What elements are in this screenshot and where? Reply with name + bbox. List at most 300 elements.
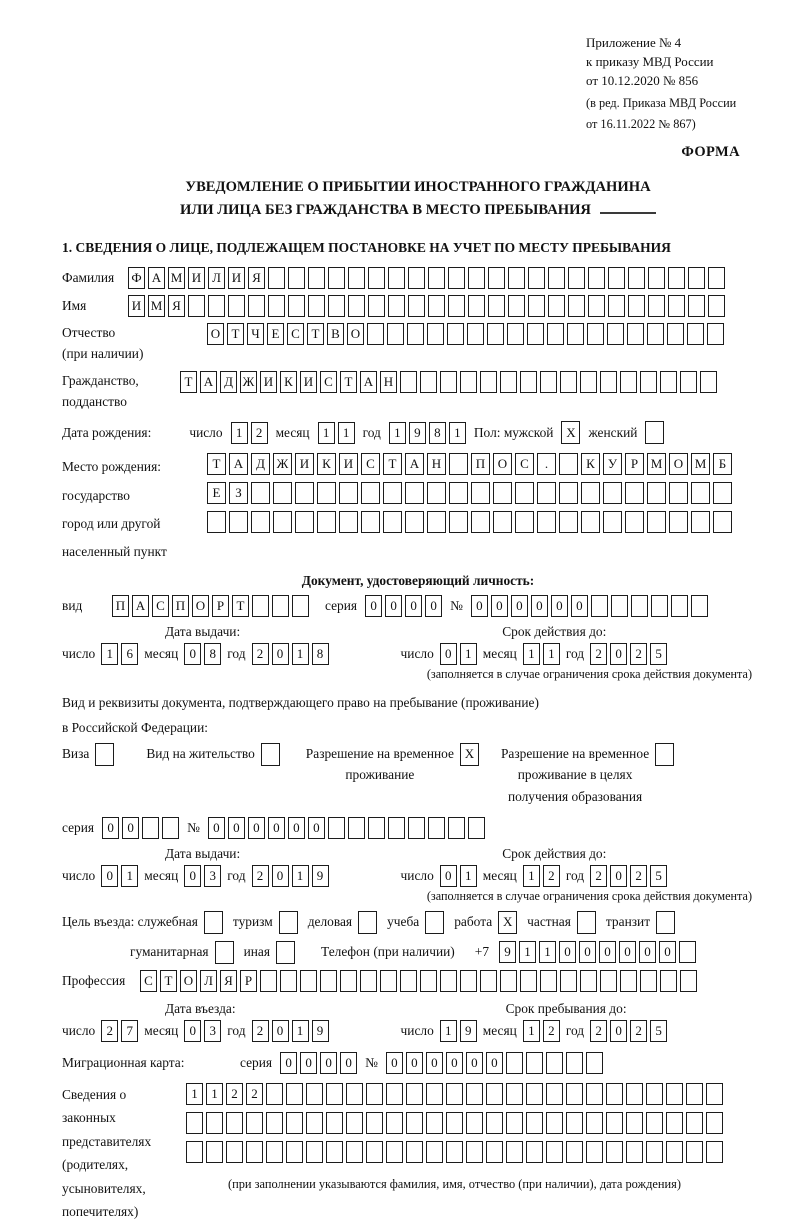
char-cell[interactable]: Я bbox=[168, 295, 185, 317]
char-cell[interactable]: 0 bbox=[610, 865, 627, 887]
char-cell[interactable] bbox=[306, 1141, 323, 1163]
char-cell[interactable] bbox=[607, 323, 624, 345]
char-cell[interactable] bbox=[95, 743, 114, 766]
char-cell[interactable] bbox=[426, 1112, 443, 1134]
char-cell[interactable]: 0 bbox=[280, 1052, 297, 1074]
char-cell[interactable]: 2 bbox=[252, 865, 269, 887]
char-cell[interactable]: С bbox=[140, 970, 157, 992]
char-cell[interactable] bbox=[261, 743, 280, 766]
char-cell[interactable]: 0 bbox=[610, 643, 627, 665]
char-cell[interactable] bbox=[471, 482, 490, 504]
char-cell[interactable]: 2 bbox=[101, 1020, 118, 1042]
char-cell[interactable] bbox=[273, 482, 292, 504]
char-cell[interactable]: Ф bbox=[128, 267, 145, 289]
char-cell[interactable] bbox=[226, 1141, 243, 1163]
char-cell[interactable] bbox=[448, 295, 465, 317]
char-cell[interactable]: Н bbox=[380, 371, 397, 393]
char-cell[interactable]: 0 bbox=[426, 1052, 443, 1074]
char-cell[interactable]: 1 bbox=[539, 941, 556, 963]
char-cell[interactable]: 2 bbox=[630, 865, 647, 887]
char-cell[interactable] bbox=[631, 595, 648, 617]
char-cell[interactable] bbox=[645, 421, 664, 444]
char-cell[interactable] bbox=[668, 267, 685, 289]
char-cell[interactable] bbox=[346, 1141, 363, 1163]
char-cell[interactable]: 0 bbox=[365, 595, 382, 617]
char-cell[interactable] bbox=[383, 482, 402, 504]
char-cell[interactable] bbox=[360, 970, 377, 992]
char-cell[interactable] bbox=[280, 970, 297, 992]
char-cell[interactable]: 9 bbox=[312, 1020, 329, 1042]
char-cell[interactable]: Н bbox=[427, 453, 446, 475]
char-cell[interactable] bbox=[548, 295, 565, 317]
char-cell[interactable]: О bbox=[207, 323, 224, 345]
char-cell[interactable]: 0 bbox=[466, 1052, 483, 1074]
char-cell[interactable]: И bbox=[260, 371, 277, 393]
char-cell[interactable] bbox=[428, 267, 445, 289]
char-cell[interactable] bbox=[606, 1112, 623, 1134]
char-cell[interactable] bbox=[648, 267, 665, 289]
char-cell[interactable] bbox=[686, 1083, 703, 1105]
char-cell[interactable] bbox=[446, 1083, 463, 1105]
char-cell[interactable] bbox=[507, 323, 524, 345]
char-cell[interactable]: 2 bbox=[251, 422, 268, 444]
char-cell[interactable]: 0 bbox=[268, 817, 285, 839]
char-cell[interactable]: А bbox=[132, 595, 149, 617]
char-cell[interactable] bbox=[706, 1112, 723, 1134]
char-cell[interactable] bbox=[471, 511, 490, 533]
char-cell[interactable]: 5 bbox=[650, 643, 667, 665]
char-cell[interactable]: 2 bbox=[543, 865, 560, 887]
char-cell[interactable]: 5 bbox=[650, 865, 667, 887]
char-cell[interactable] bbox=[361, 482, 380, 504]
char-cell[interactable] bbox=[506, 1083, 523, 1105]
char-cell[interactable] bbox=[286, 1083, 303, 1105]
char-cell[interactable] bbox=[226, 1112, 243, 1134]
char-cell[interactable]: Р bbox=[212, 595, 229, 617]
char-cell[interactable] bbox=[386, 1112, 403, 1134]
char-cell[interactable] bbox=[466, 1083, 483, 1105]
char-cell[interactable] bbox=[647, 323, 664, 345]
char-cell[interactable] bbox=[306, 1083, 323, 1105]
char-cell[interactable]: Ч bbox=[247, 323, 264, 345]
char-cell[interactable]: А bbox=[229, 453, 248, 475]
char-cell[interactable] bbox=[266, 1083, 283, 1105]
char-cell[interactable] bbox=[466, 1112, 483, 1134]
char-cell[interactable] bbox=[537, 511, 556, 533]
char-cell[interactable] bbox=[611, 595, 628, 617]
char-cell[interactable] bbox=[628, 267, 645, 289]
char-cell[interactable]: 1 bbox=[206, 1083, 223, 1105]
char-cell[interactable] bbox=[508, 295, 525, 317]
char-cell[interactable]: Л bbox=[200, 970, 217, 992]
char-cell[interactable]: 0 bbox=[272, 1020, 289, 1042]
char-cell[interactable] bbox=[600, 371, 617, 393]
char-cell[interactable]: 1 bbox=[460, 865, 477, 887]
char-cell[interactable] bbox=[546, 1112, 563, 1134]
char-cell[interactable] bbox=[527, 323, 544, 345]
char-cell[interactable]: Я bbox=[220, 970, 237, 992]
char-cell[interactable] bbox=[646, 1141, 663, 1163]
char-cell[interactable]: 0 bbox=[511, 595, 528, 617]
char-cell[interactable]: П bbox=[471, 453, 490, 475]
char-cell[interactable] bbox=[292, 595, 309, 617]
char-cell[interactable] bbox=[688, 267, 705, 289]
char-cell[interactable] bbox=[687, 323, 704, 345]
char-cell[interactable]: Ж bbox=[273, 453, 292, 475]
char-cell[interactable] bbox=[640, 371, 657, 393]
char-cell[interactable]: 1 bbox=[292, 643, 309, 665]
char-cell[interactable] bbox=[428, 295, 445, 317]
char-cell[interactable] bbox=[380, 970, 397, 992]
char-cell[interactable] bbox=[276, 941, 295, 964]
char-cell[interactable]: 6 bbox=[121, 643, 138, 665]
char-cell[interactable] bbox=[493, 511, 512, 533]
char-cell[interactable] bbox=[447, 323, 464, 345]
char-cell[interactable] bbox=[427, 511, 446, 533]
char-cell[interactable] bbox=[686, 1141, 703, 1163]
char-cell[interactable] bbox=[446, 1141, 463, 1163]
char-cell[interactable] bbox=[625, 511, 644, 533]
char-cell[interactable] bbox=[386, 1083, 403, 1105]
char-cell[interactable] bbox=[387, 323, 404, 345]
char-cell[interactable] bbox=[340, 970, 357, 992]
char-cell[interactable] bbox=[468, 817, 485, 839]
char-cell[interactable] bbox=[620, 970, 637, 992]
char-cell[interactable] bbox=[268, 295, 285, 317]
char-cell[interactable] bbox=[580, 371, 597, 393]
char-cell[interactable]: 1 bbox=[292, 865, 309, 887]
char-cell[interactable] bbox=[420, 970, 437, 992]
char-cell[interactable] bbox=[206, 1141, 223, 1163]
char-cell[interactable] bbox=[317, 482, 336, 504]
char-cell[interactable]: Е bbox=[207, 482, 226, 504]
char-cell[interactable] bbox=[566, 1083, 583, 1105]
char-cell[interactable]: И bbox=[128, 295, 145, 317]
char-cell[interactable] bbox=[348, 267, 365, 289]
char-cell[interactable] bbox=[246, 1141, 263, 1163]
char-cell[interactable]: Т bbox=[232, 595, 249, 617]
char-cell[interactable] bbox=[586, 1052, 603, 1074]
char-cell[interactable]: X bbox=[460, 743, 479, 766]
char-cell[interactable] bbox=[426, 1083, 443, 1105]
char-cell[interactable] bbox=[346, 1112, 363, 1134]
char-cell[interactable] bbox=[625, 482, 644, 504]
char-cell[interactable] bbox=[526, 1083, 543, 1105]
char-cell[interactable] bbox=[581, 511, 600, 533]
char-cell[interactable]: 0 bbox=[579, 941, 596, 963]
char-cell[interactable] bbox=[680, 371, 697, 393]
char-cell[interactable]: Б bbox=[713, 453, 732, 475]
char-cell[interactable] bbox=[606, 1083, 623, 1105]
char-cell[interactable] bbox=[568, 267, 585, 289]
char-cell[interactable] bbox=[449, 453, 468, 475]
char-cell[interactable]: О bbox=[192, 595, 209, 617]
char-cell[interactable] bbox=[326, 1141, 343, 1163]
char-cell[interactable]: 2 bbox=[543, 1020, 560, 1042]
char-cell[interactable]: 0 bbox=[208, 817, 225, 839]
char-cell[interactable] bbox=[162, 817, 179, 839]
char-cell[interactable]: 0 bbox=[659, 941, 676, 963]
char-cell[interactable] bbox=[308, 295, 325, 317]
char-cell[interactable] bbox=[368, 817, 385, 839]
char-cell[interactable] bbox=[408, 817, 425, 839]
char-cell[interactable] bbox=[707, 323, 724, 345]
char-cell[interactable]: Т bbox=[160, 970, 177, 992]
char-cell[interactable] bbox=[295, 482, 314, 504]
char-cell[interactable] bbox=[577, 911, 596, 934]
char-cell[interactable]: А bbox=[360, 371, 377, 393]
char-cell[interactable] bbox=[339, 482, 358, 504]
char-cell[interactable]: 3 bbox=[204, 865, 221, 887]
char-cell[interactable] bbox=[295, 511, 314, 533]
char-cell[interactable]: 0 bbox=[272, 643, 289, 665]
char-cell[interactable]: 1 bbox=[292, 1020, 309, 1042]
char-cell[interactable] bbox=[528, 267, 545, 289]
char-cell[interactable] bbox=[540, 371, 557, 393]
char-cell[interactable] bbox=[647, 511, 666, 533]
char-cell[interactable] bbox=[248, 295, 265, 317]
char-cell[interactable] bbox=[588, 267, 605, 289]
char-cell[interactable] bbox=[467, 323, 484, 345]
char-cell[interactable]: 0 bbox=[440, 643, 457, 665]
char-cell[interactable]: 0 bbox=[619, 941, 636, 963]
char-cell[interactable] bbox=[500, 371, 517, 393]
char-cell[interactable] bbox=[526, 1052, 543, 1074]
char-cell[interactable] bbox=[188, 295, 205, 317]
char-cell[interactable]: М bbox=[691, 453, 710, 475]
char-cell[interactable] bbox=[446, 1112, 463, 1134]
char-cell[interactable] bbox=[668, 295, 685, 317]
char-cell[interactable]: 9 bbox=[499, 941, 516, 963]
char-cell[interactable] bbox=[706, 1141, 723, 1163]
char-cell[interactable] bbox=[566, 1141, 583, 1163]
char-cell[interactable] bbox=[493, 482, 512, 504]
char-cell[interactable] bbox=[388, 267, 405, 289]
char-cell[interactable] bbox=[515, 511, 534, 533]
char-cell[interactable]: 0 bbox=[288, 817, 305, 839]
char-cell[interactable]: 0 bbox=[248, 817, 265, 839]
char-cell[interactable] bbox=[260, 970, 277, 992]
char-cell[interactable] bbox=[508, 267, 525, 289]
char-cell[interactable]: К bbox=[317, 453, 336, 475]
char-cell[interactable]: И bbox=[228, 267, 245, 289]
char-cell[interactable]: 0 bbox=[184, 865, 201, 887]
char-cell[interactable]: 1 bbox=[543, 643, 560, 665]
char-cell[interactable] bbox=[706, 1083, 723, 1105]
char-cell[interactable] bbox=[426, 1141, 443, 1163]
char-cell[interactable]: 0 bbox=[471, 595, 488, 617]
char-cell[interactable] bbox=[246, 1112, 263, 1134]
char-cell[interactable] bbox=[326, 1112, 343, 1134]
char-cell[interactable]: 0 bbox=[425, 595, 442, 617]
char-cell[interactable] bbox=[540, 970, 557, 992]
char-cell[interactable] bbox=[206, 1112, 223, 1134]
char-cell[interactable] bbox=[546, 1083, 563, 1105]
char-cell[interactable]: 9 bbox=[312, 865, 329, 887]
char-cell[interactable]: 0 bbox=[272, 865, 289, 887]
char-cell[interactable]: 7 bbox=[121, 1020, 138, 1042]
char-cell[interactable]: 0 bbox=[610, 1020, 627, 1042]
char-cell[interactable]: М bbox=[148, 295, 165, 317]
char-cell[interactable] bbox=[488, 295, 505, 317]
char-cell[interactable] bbox=[647, 482, 666, 504]
char-cell[interactable]: С bbox=[320, 371, 337, 393]
char-cell[interactable]: 0 bbox=[308, 817, 325, 839]
char-cell[interactable] bbox=[666, 1112, 683, 1134]
char-cell[interactable]: 1 bbox=[449, 422, 466, 444]
char-cell[interactable] bbox=[608, 267, 625, 289]
char-cell[interactable]: И bbox=[300, 371, 317, 393]
char-cell[interactable] bbox=[383, 511, 402, 533]
char-cell[interactable] bbox=[480, 970, 497, 992]
char-cell[interactable] bbox=[559, 482, 578, 504]
char-cell[interactable] bbox=[708, 295, 725, 317]
char-cell[interactable] bbox=[520, 970, 537, 992]
char-cell[interactable]: 3 bbox=[204, 1020, 221, 1042]
char-cell[interactable] bbox=[366, 1083, 383, 1105]
char-cell[interactable]: П bbox=[172, 595, 189, 617]
char-cell[interactable] bbox=[700, 371, 717, 393]
char-cell[interactable]: 1 bbox=[318, 422, 335, 444]
char-cell[interactable]: О bbox=[347, 323, 364, 345]
char-cell[interactable] bbox=[548, 267, 565, 289]
char-cell[interactable] bbox=[526, 1141, 543, 1163]
char-cell[interactable] bbox=[628, 295, 645, 317]
char-cell[interactable] bbox=[566, 1052, 583, 1074]
char-cell[interactable] bbox=[656, 911, 675, 934]
char-cell[interactable] bbox=[568, 295, 585, 317]
char-cell[interactable] bbox=[361, 511, 380, 533]
char-cell[interactable]: 1 bbox=[440, 1020, 457, 1042]
char-cell[interactable] bbox=[537, 482, 556, 504]
char-cell[interactable]: 2 bbox=[252, 643, 269, 665]
char-cell[interactable] bbox=[468, 295, 485, 317]
char-cell[interactable]: 1 bbox=[101, 643, 118, 665]
char-cell[interactable]: 1 bbox=[523, 643, 540, 665]
char-cell[interactable] bbox=[266, 1112, 283, 1134]
char-cell[interactable] bbox=[308, 267, 325, 289]
char-cell[interactable] bbox=[669, 511, 688, 533]
char-cell[interactable] bbox=[680, 970, 697, 992]
char-cell[interactable]: 2 bbox=[590, 643, 607, 665]
char-cell[interactable] bbox=[320, 970, 337, 992]
char-cell[interactable] bbox=[272, 595, 289, 617]
char-cell[interactable]: 8 bbox=[312, 643, 329, 665]
char-cell[interactable] bbox=[348, 817, 365, 839]
char-cell[interactable]: 0 bbox=[101, 865, 118, 887]
char-cell[interactable]: 0 bbox=[385, 595, 402, 617]
char-cell[interactable]: 1 bbox=[389, 422, 406, 444]
char-cell[interactable]: 0 bbox=[559, 941, 576, 963]
char-cell[interactable]: О bbox=[493, 453, 512, 475]
char-cell[interactable]: Ж bbox=[240, 371, 257, 393]
char-cell[interactable] bbox=[691, 595, 708, 617]
char-cell[interactable] bbox=[480, 371, 497, 393]
char-cell[interactable] bbox=[186, 1141, 203, 1163]
char-cell[interactable] bbox=[591, 595, 608, 617]
char-cell[interactable] bbox=[406, 1083, 423, 1105]
char-cell[interactable] bbox=[427, 482, 446, 504]
char-cell[interactable] bbox=[346, 1083, 363, 1105]
char-cell[interactable]: 0 bbox=[386, 1052, 403, 1074]
char-cell[interactable]: 0 bbox=[446, 1052, 463, 1074]
char-cell[interactable] bbox=[691, 511, 710, 533]
char-cell[interactable]: . bbox=[537, 453, 556, 475]
char-cell[interactable] bbox=[560, 371, 577, 393]
char-cell[interactable] bbox=[640, 970, 657, 992]
char-cell[interactable] bbox=[646, 1112, 663, 1134]
char-cell[interactable]: Е bbox=[267, 323, 284, 345]
char-cell[interactable] bbox=[660, 371, 677, 393]
char-cell[interactable] bbox=[366, 1141, 383, 1163]
char-cell[interactable]: 0 bbox=[340, 1052, 357, 1074]
char-cell[interactable] bbox=[567, 323, 584, 345]
char-cell[interactable] bbox=[300, 970, 317, 992]
char-cell[interactable] bbox=[266, 1141, 283, 1163]
char-cell[interactable] bbox=[655, 743, 674, 766]
char-cell[interactable]: 8 bbox=[204, 643, 221, 665]
char-cell[interactable] bbox=[586, 1141, 603, 1163]
char-cell[interactable] bbox=[526, 1112, 543, 1134]
char-cell[interactable] bbox=[586, 1112, 603, 1134]
char-cell[interactable]: Д bbox=[251, 453, 270, 475]
char-cell[interactable]: X bbox=[561, 421, 580, 444]
char-cell[interactable]: А bbox=[405, 453, 424, 475]
char-cell[interactable] bbox=[425, 911, 444, 934]
char-cell[interactable]: 0 bbox=[531, 595, 548, 617]
char-cell[interactable] bbox=[606, 1141, 623, 1163]
char-cell[interactable] bbox=[367, 323, 384, 345]
char-cell[interactable] bbox=[460, 970, 477, 992]
char-cell[interactable] bbox=[688, 295, 705, 317]
char-cell[interactable]: Т bbox=[180, 371, 197, 393]
char-cell[interactable]: 0 bbox=[320, 1052, 337, 1074]
char-cell[interactable] bbox=[228, 295, 245, 317]
char-cell[interactable]: 0 bbox=[122, 817, 139, 839]
char-cell[interactable]: М bbox=[647, 453, 666, 475]
char-cell[interactable] bbox=[667, 323, 684, 345]
char-cell[interactable] bbox=[559, 453, 578, 475]
char-cell[interactable] bbox=[468, 267, 485, 289]
char-cell[interactable]: 1 bbox=[523, 865, 540, 887]
char-cell[interactable] bbox=[547, 323, 564, 345]
char-cell[interactable] bbox=[142, 817, 159, 839]
char-cell[interactable] bbox=[420, 371, 437, 393]
char-cell[interactable] bbox=[288, 267, 305, 289]
char-cell[interactable]: А bbox=[148, 267, 165, 289]
char-cell[interactable]: 0 bbox=[228, 817, 245, 839]
char-cell[interactable]: О bbox=[669, 453, 688, 475]
char-cell[interactable] bbox=[603, 482, 622, 504]
char-cell[interactable] bbox=[586, 1083, 603, 1105]
char-cell[interactable] bbox=[400, 970, 417, 992]
char-cell[interactable] bbox=[328, 817, 345, 839]
char-cell[interactable] bbox=[626, 1083, 643, 1105]
char-cell[interactable] bbox=[252, 595, 269, 617]
char-cell[interactable] bbox=[559, 511, 578, 533]
char-cell[interactable] bbox=[651, 595, 668, 617]
char-cell[interactable] bbox=[406, 1141, 423, 1163]
char-cell[interactable]: И bbox=[295, 453, 314, 475]
char-cell[interactable]: 1 bbox=[338, 422, 355, 444]
char-cell[interactable]: Р bbox=[240, 970, 257, 992]
char-cell[interactable]: Я bbox=[248, 267, 265, 289]
char-cell[interactable]: 2 bbox=[252, 1020, 269, 1042]
char-cell[interactable]: 1 bbox=[519, 941, 536, 963]
char-cell[interactable] bbox=[486, 1141, 503, 1163]
char-cell[interactable] bbox=[406, 1112, 423, 1134]
char-cell[interactable]: 0 bbox=[405, 595, 422, 617]
